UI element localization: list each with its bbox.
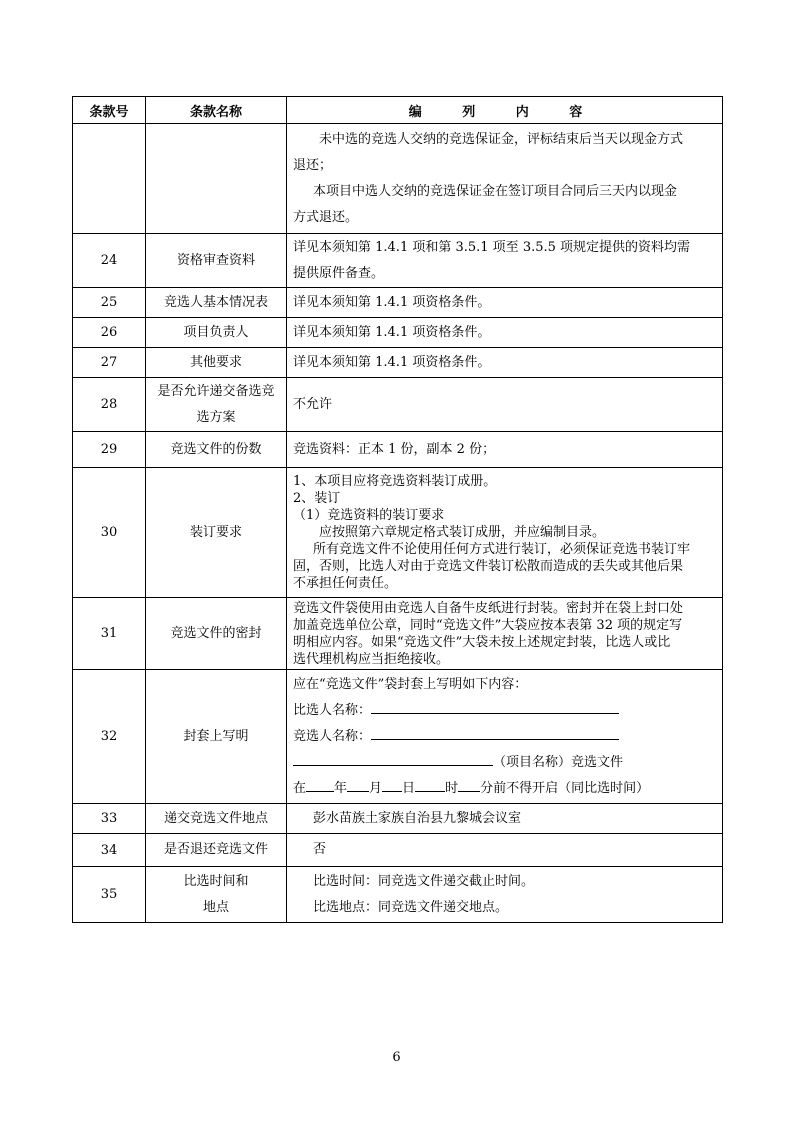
text-shi: 时	[445, 780, 459, 796]
clause-name: 装订要求	[146, 468, 287, 598]
clause-name	[146, 867, 287, 923]
clause-no: 32	[73, 670, 146, 804]
content-line: 选代理机构应当拒绝接收。	[293, 651, 450, 667]
blank-underline	[347, 779, 369, 792]
bidder-name-line	[293, 698, 716, 724]
clause-content	[287, 348, 723, 378]
clause-no: 30	[73, 468, 146, 598]
header-clause-name: 条款名称	[146, 97, 287, 124]
clause-no: 27	[73, 348, 146, 378]
blank-underline	[293, 753, 493, 766]
table-row	[73, 378, 723, 432]
content-line: 1、本项目应将竞选资料装订成册。	[293, 474, 497, 489]
opening-time-line	[293, 776, 716, 802]
text-yue: 月	[369, 780, 383, 796]
table-row	[73, 348, 723, 378]
clause-content	[287, 288, 723, 318]
table-row	[73, 318, 723, 348]
clause-no: 34	[73, 834, 146, 867]
clause-name: 其他要求	[146, 348, 287, 378]
content-line: 2、装订	[293, 491, 341, 506]
content-line: 本项目中选人交纳的竞选保证金在签订项目合同后三天内以现金	[313, 183, 678, 199]
project-name-line	[293, 750, 716, 776]
table-row	[73, 670, 723, 804]
clause-table	[72, 96, 723, 923]
clause-no: 26	[73, 318, 146, 348]
clause-name	[146, 378, 287, 432]
content-line: 固，否则，比选人对由于竞选文件装订松散而造成的丢失或其他后果	[293, 559, 684, 574]
table-row	[73, 804, 723, 834]
competitor-name-line	[293, 724, 716, 750]
clause-content	[287, 834, 723, 867]
clause-name: 项目负责人	[146, 318, 287, 348]
clause-content	[287, 468, 723, 598]
content-line: 否	[313, 842, 327, 857]
clause-no	[73, 124, 146, 234]
content-line: 竞选资料：正本 1 份，副本 2 份；	[293, 441, 496, 457]
content-line: 应在“竞选文件”袋封套上写明如下内容：	[293, 676, 528, 692]
clause-name: 竞选文件的密封	[146, 598, 287, 670]
content-line: 应按照第六章规定格式装订成册，并应编制目录。	[319, 525, 606, 540]
competitor-name-label: 竞选人名称：	[293, 728, 372, 744]
clause-content	[287, 318, 723, 348]
content-line: 彭水苗族土家族自治县九黎城会议室	[313, 810, 522, 826]
name-line: 比选时间和	[183, 873, 249, 889]
header-content: 编 列 内 容	[287, 97, 723, 124]
clause-content	[287, 804, 723, 834]
content-line: 不承担任何责任。	[293, 576, 398, 591]
header-clause-no: 条款号	[73, 97, 146, 124]
content-line: 详见本须知第 1.4.1 项资格条件。	[293, 294, 491, 310]
clause-no: 31	[73, 598, 146, 670]
clause-no: 33	[73, 804, 146, 834]
content-line: 提供原件备查。	[293, 265, 385, 281]
clause-name	[146, 124, 287, 234]
clause-content	[287, 234, 723, 288]
content-line: （1）竞选资料的装订要求	[293, 508, 445, 523]
content-line: 明相应内容。如果“竞选文件”大袋未按上述规定封装，比选人或比	[293, 634, 671, 650]
table-row	[73, 834, 723, 867]
clause-name: 封套上写明	[146, 670, 287, 804]
content-line: 未中选的竞选人交纳的竞选保证金，评标结束后当天以现金方式	[319, 131, 684, 147]
content-line: 所有竞选文件不论使用任何方式进行装订，必须保证竞选书装订牢	[313, 542, 691, 557]
clause-name: 竞选人基本情况表	[146, 288, 287, 318]
content-line: 详见本须知第 1.4.1 项资格条件。	[293, 354, 491, 370]
bidder-name-label: 比选人名称：	[293, 702, 372, 718]
clause-name: 递交竞选文件地点	[146, 804, 287, 834]
project-suffix: （项目名称）竞选文件	[493, 754, 624, 770]
name-line: 地点	[202, 899, 229, 915]
name-line: 选方案	[196, 409, 236, 425]
page-number: 6	[392, 1050, 401, 1065]
content-line: 详见本须知第 1.4.1 项和第 3.5.1 项至 3.5.5 项规定提供的资料均需	[293, 239, 691, 255]
text-ri: 日	[402, 780, 416, 796]
content-line: 详见本须知第 1.4.1 项资格条件。	[293, 324, 491, 340]
clause-content	[287, 378, 723, 432]
clause-name: 是否退还竞选文件	[146, 834, 287, 867]
content-line: 方式退还。	[293, 209, 359, 225]
table-row	[73, 124, 723, 234]
table-row	[73, 598, 723, 670]
name-line: 是否允许递交备选竞	[157, 383, 275, 399]
clause-no: 24	[73, 234, 146, 288]
content-line: 比选时间：同竞选文件递交截止时间。	[313, 873, 535, 889]
table-row	[73, 468, 723, 598]
clause-no: 25	[73, 288, 146, 318]
clause-content	[287, 867, 723, 923]
clause-content	[287, 670, 723, 804]
table-row	[73, 432, 723, 468]
blank-underline	[306, 779, 334, 792]
clause-no: 35	[73, 867, 146, 923]
clause-no: 29	[73, 432, 146, 468]
table-row	[73, 867, 723, 923]
text-zai: 在	[293, 780, 307, 796]
blank-underline	[371, 727, 619, 740]
clause-name: 竞选文件的份数	[146, 432, 287, 468]
content-line: 竞选文件袋使用由竞选人自备牛皮纸进行封装。密封并在袋上封口处	[293, 600, 684, 616]
blank-underline	[415, 779, 445, 792]
blank-underline	[458, 779, 480, 792]
text-nian: 年	[334, 780, 348, 796]
table-row	[73, 234, 723, 288]
clause-content	[287, 432, 723, 468]
content-line: 加盖竞选单位公章，同时“竞选文件”大袋应按本表第 32 项的规定写	[293, 617, 683, 633]
text-tail: 分前不得开启（同比选时间）	[480, 780, 650, 796]
content-line: 比选地点：同竞选文件递交地点。	[313, 899, 509, 915]
clause-content	[287, 598, 723, 670]
clause-no: 28	[73, 378, 146, 432]
content-line: 不允许	[293, 396, 333, 412]
blank-underline	[382, 779, 402, 792]
clause-content	[287, 124, 723, 234]
table-header-row	[73, 97, 723, 124]
blank-underline	[371, 701, 619, 714]
clause-name: 资格审查资料	[146, 234, 287, 288]
table-row	[73, 288, 723, 318]
content-line: 退还；	[293, 157, 333, 173]
